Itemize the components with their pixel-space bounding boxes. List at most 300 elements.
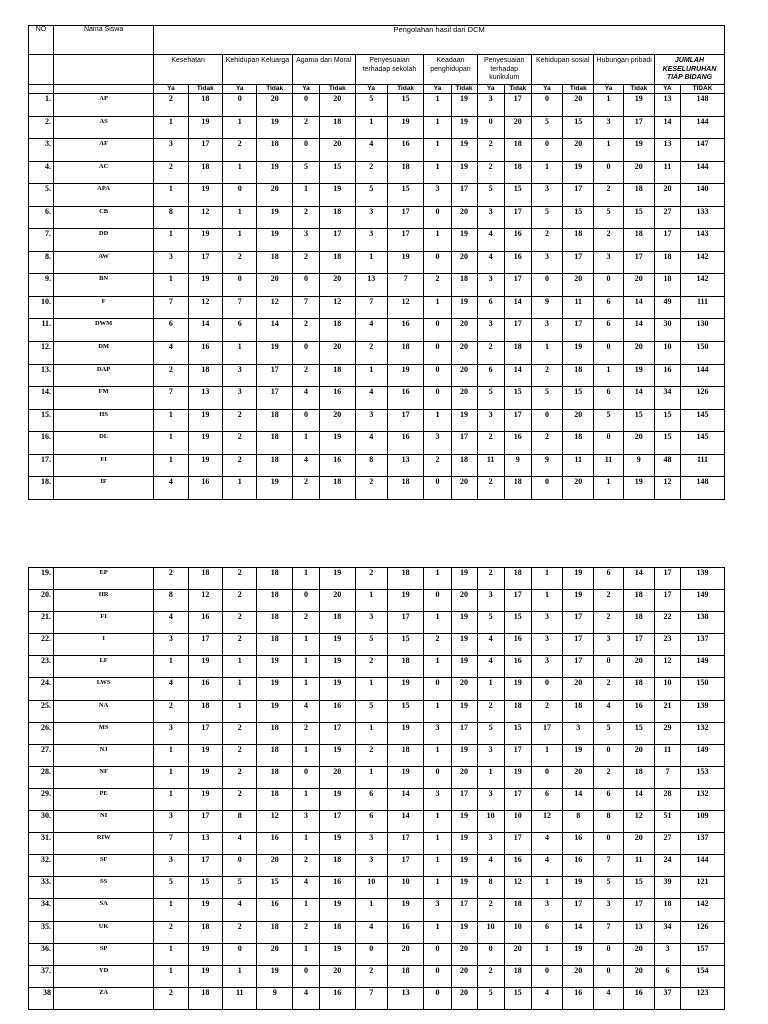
- no-cell: 16: [257, 899, 292, 921]
- no-cell: 15: [504, 387, 531, 410]
- yes-cell: 3: [355, 206, 387, 229]
- yes-cell: 0: [292, 139, 319, 162]
- table-row: [29, 987, 725, 1009]
- yes-cell: 3: [292, 229, 319, 252]
- yes-cell: 3: [531, 656, 562, 678]
- sub-header-no: Tidak: [563, 85, 594, 94]
- no-cell: 14: [387, 788, 424, 810]
- yes-cell: 4: [355, 387, 387, 410]
- no-cell: 16: [563, 855, 594, 877]
- yes-cell: 2: [594, 678, 623, 700]
- yes-cell: 2: [477, 899, 504, 921]
- table-row: [29, 590, 725, 612]
- total-yes-cell: 10: [654, 678, 680, 700]
- no-cell: 18: [563, 229, 594, 252]
- total-yes-cell: 39: [654, 877, 680, 899]
- no-cell: 18: [257, 744, 292, 766]
- table-row: [29, 319, 725, 342]
- no-cell: 17: [504, 206, 531, 229]
- yes-cell: 2: [223, 590, 257, 612]
- yes-cell: 1: [424, 612, 451, 634]
- no-cell: 19: [257, 206, 292, 229]
- no-cell: 9: [504, 454, 531, 477]
- no-cell: 16: [504, 855, 531, 877]
- no-cell: 16: [623, 987, 654, 1009]
- no-cell: 20: [563, 274, 594, 297]
- yes-cell: 8: [154, 590, 188, 612]
- student-name: DL: [54, 432, 154, 455]
- table-row: [29, 877, 725, 899]
- no-cell: 19: [257, 678, 292, 700]
- no-cell: 17: [320, 722, 355, 744]
- total-no-cell: 149: [681, 744, 725, 766]
- yes-cell: 11: [477, 454, 504, 477]
- total-no-cell: 157: [681, 943, 725, 965]
- no-cell: 17: [504, 744, 531, 766]
- no-cell: 19: [320, 568, 355, 590]
- yes-cell: 1: [424, 409, 451, 432]
- yes-cell: 2: [154, 568, 188, 590]
- yes-cell: 3: [531, 612, 562, 634]
- yes-cell: 2: [355, 477, 387, 500]
- yes-cell: 0: [223, 94, 257, 117]
- total-no-cell: 109: [681, 811, 725, 833]
- no-cell: 18: [257, 432, 292, 455]
- total-yes-cell: 27: [654, 206, 680, 229]
- no-cell: 15: [623, 409, 654, 432]
- no-cell: 16: [320, 387, 355, 410]
- yes-cell: 0: [424, 364, 451, 387]
- yes-cell: 4: [531, 833, 562, 855]
- yes-cell: 11: [223, 987, 257, 1009]
- category-curriculum-adjustment: Penyesuaian terhadap kurikulum: [477, 55, 531, 85]
- no-cell: 19: [563, 568, 594, 590]
- yes-cell: 6: [154, 319, 188, 342]
- yes-cell: 3: [424, 722, 451, 744]
- no-cell: 19: [320, 833, 355, 855]
- yes-cell: 1: [292, 943, 319, 965]
- no-cell: 7: [387, 274, 424, 297]
- row-number: 31.: [29, 833, 54, 855]
- table-row: [29, 656, 725, 678]
- no-cell: 17: [188, 139, 222, 162]
- yes-cell: 2: [223, 722, 257, 744]
- no-cell: 17: [188, 251, 222, 274]
- no-cell: 15: [188, 877, 222, 899]
- total-yes-cell: 22: [654, 612, 680, 634]
- table-row: [29, 409, 725, 432]
- yes-cell: 2: [292, 319, 319, 342]
- student-name: AS: [54, 116, 154, 139]
- table-row: [29, 766, 725, 788]
- no-cell: 18: [504, 342, 531, 365]
- yes-cell: 1: [424, 855, 451, 877]
- no-cell: 20: [451, 342, 477, 365]
- total-no-cell: 142: [681, 274, 725, 297]
- no-cell: 19: [188, 766, 222, 788]
- yes-cell: 1: [292, 656, 319, 678]
- yes-cell: 0: [292, 274, 319, 297]
- no-cell: 16: [504, 656, 531, 678]
- total-yes-cell: 37: [654, 987, 680, 1009]
- yes-cell: 1: [424, 833, 451, 855]
- yes-cell: 2: [292, 921, 319, 943]
- sub-header-yes: YA: [654, 85, 680, 94]
- student-name: NI: [54, 811, 154, 833]
- category-social-life: Kehidupan sosial: [531, 55, 594, 85]
- no-cell: 19: [451, 634, 477, 656]
- yes-cell: 1: [223, 116, 257, 139]
- no-cell: 19: [623, 94, 654, 117]
- no-cell: 13: [623, 921, 654, 943]
- no-cell: 19: [387, 251, 424, 274]
- yes-cell: 2: [154, 987, 188, 1009]
- total-no-cell: 111: [681, 454, 725, 477]
- row-number: 12.: [29, 342, 54, 365]
- no-cell: 9: [623, 454, 654, 477]
- yes-cell: 0: [292, 409, 319, 432]
- yes-cell: 6: [594, 387, 623, 410]
- yes-cell: 1: [424, 811, 451, 833]
- no-cell: 18: [320, 206, 355, 229]
- yes-cell: 2: [594, 184, 623, 207]
- yes-cell: 1: [223, 161, 257, 184]
- yes-cell: 1: [223, 477, 257, 500]
- no-cell: 20: [623, 342, 654, 365]
- table-row: [29, 612, 725, 634]
- yes-cell: 2: [223, 251, 257, 274]
- no-cell: 15: [504, 987, 531, 1009]
- yes-cell: 3: [154, 722, 188, 744]
- yes-cell: 1: [594, 139, 623, 162]
- yes-cell: 4: [223, 899, 257, 921]
- yes-cell: 0: [292, 342, 319, 365]
- yes-cell: 4: [531, 987, 562, 1009]
- row-number: 19.: [29, 568, 54, 590]
- category-personal-relations: Hubungan pribadi: [594, 55, 655, 85]
- no-cell: 20: [451, 590, 477, 612]
- student-name: APA: [54, 184, 154, 207]
- yes-cell: 2: [531, 432, 562, 455]
- no-cell: 19: [563, 590, 594, 612]
- no-cell: 16: [387, 139, 424, 162]
- no-cell: 20: [257, 184, 292, 207]
- yes-cell: 5: [594, 722, 623, 744]
- student-name: IF: [54, 477, 154, 500]
- no-cell: 14: [623, 568, 654, 590]
- no-cell: 19: [257, 700, 292, 722]
- yes-cell: 1: [292, 833, 319, 855]
- no-cell: 20: [257, 274, 292, 297]
- yes-cell: 1: [292, 788, 319, 810]
- yes-cell: 6: [594, 568, 623, 590]
- no-cell: 19: [188, 899, 222, 921]
- table-row: [29, 965, 725, 987]
- total-no-cell: 126: [681, 387, 725, 410]
- row-number: 36.: [29, 943, 54, 965]
- no-cell: 20: [387, 943, 424, 965]
- no-cell: 16: [387, 432, 424, 455]
- yes-cell: 0: [594, 274, 623, 297]
- table-row: [29, 943, 725, 965]
- sub-header-no: Tidak: [188, 85, 222, 94]
- table-row: [29, 94, 725, 117]
- no-cell: 11: [623, 855, 654, 877]
- yes-cell: 1: [531, 943, 562, 965]
- yes-cell: 2: [223, 409, 257, 432]
- student-name: RIW: [54, 833, 154, 855]
- no-cell: 18: [387, 161, 424, 184]
- no-cell: 19: [451, 139, 477, 162]
- no-cell: 19: [320, 432, 355, 455]
- yes-cell: 1: [424, 921, 451, 943]
- no-cell: 20: [623, 432, 654, 455]
- no-cell: 17: [504, 788, 531, 810]
- yes-cell: 0: [424, 678, 451, 700]
- yes-cell: 0: [531, 477, 562, 500]
- yes-cell: 6: [477, 296, 504, 319]
- no-cell: 18: [188, 364, 222, 387]
- row-number: 38: [29, 987, 54, 1009]
- yes-cell: 4: [154, 342, 188, 365]
- yes-cell: 0: [424, 342, 451, 365]
- no-cell: 20: [451, 387, 477, 410]
- no-cell: 19: [504, 766, 531, 788]
- no-cell: 19: [188, 965, 222, 987]
- row-number: 29.: [29, 788, 54, 810]
- no-cell: 17: [188, 811, 222, 833]
- no-cell: 19: [320, 184, 355, 207]
- no-cell: 19: [451, 568, 477, 590]
- yes-cell: 6: [594, 319, 623, 342]
- row-number: 13.: [29, 364, 54, 387]
- no-cell: 17: [387, 612, 424, 634]
- total-no-cell: 144: [681, 116, 725, 139]
- student-name: SP: [54, 943, 154, 965]
- yes-cell: 4: [477, 656, 504, 678]
- no-cell: 17: [504, 833, 531, 855]
- yes-cell: 1: [223, 965, 257, 987]
- yes-cell: 1: [154, 656, 188, 678]
- student-name: I: [54, 634, 154, 656]
- total-no-cell: 145: [681, 432, 725, 455]
- no-cell: 18: [387, 477, 424, 500]
- no-cell: 18: [451, 274, 477, 297]
- yes-cell: 2: [223, 788, 257, 810]
- yes-cell: 0: [531, 409, 562, 432]
- yes-cell: 0: [531, 965, 562, 987]
- no-cell: 17: [257, 387, 292, 410]
- yes-cell: 1: [154, 965, 188, 987]
- yes-cell: 4: [594, 987, 623, 1009]
- yes-cell: 4: [292, 987, 319, 1009]
- yes-cell: 3: [531, 251, 562, 274]
- no-cell: 17: [623, 251, 654, 274]
- no-cell: 15: [320, 161, 355, 184]
- no-cell: 18: [563, 432, 594, 455]
- row-number: 1.: [29, 94, 54, 117]
- no-cell: 18: [320, 921, 355, 943]
- yes-cell: 5: [223, 877, 257, 899]
- no-cell: 12: [320, 296, 355, 319]
- total-yes-cell: 17: [654, 229, 680, 252]
- yes-cell: 1: [292, 634, 319, 656]
- yes-cell: 1: [355, 899, 387, 921]
- total-no-cell: 144: [681, 161, 725, 184]
- row-number: 3.: [29, 139, 54, 162]
- row-number: 35.: [29, 921, 54, 943]
- yes-cell: 3: [154, 855, 188, 877]
- no-cell: 16: [504, 251, 531, 274]
- no-cell: 20: [504, 943, 531, 965]
- no-cell: 19: [387, 722, 424, 744]
- no-cell: 17: [188, 722, 222, 744]
- yes-cell: 3: [154, 634, 188, 656]
- student-name: DAP: [54, 364, 154, 387]
- yes-cell: 2: [292, 477, 319, 500]
- yes-cell: 1: [292, 568, 319, 590]
- no-cell: 18: [257, 454, 292, 477]
- yes-cell: 2: [292, 206, 319, 229]
- yes-cell: 2: [292, 116, 319, 139]
- student-name: FI: [54, 454, 154, 477]
- no-cell: 11: [563, 454, 594, 477]
- yes-cell: 2: [292, 364, 319, 387]
- no-cell: 15: [504, 184, 531, 207]
- no-cell: 19: [451, 877, 477, 899]
- sub-header-yes: Ya: [531, 85, 562, 94]
- yes-cell: 1: [355, 116, 387, 139]
- no-cell: 19: [257, 229, 292, 252]
- no-cell: 20: [451, 987, 477, 1009]
- no-cell: 19: [320, 656, 355, 678]
- total-no-cell: 137: [681, 833, 725, 855]
- yes-cell: 2: [223, 634, 257, 656]
- no-cell: 19: [188, 656, 222, 678]
- yes-cell: 2: [594, 590, 623, 612]
- no-cell: 19: [257, 965, 292, 987]
- sub-header-no: Tidak: [504, 85, 531, 94]
- no-cell: 17: [563, 899, 594, 921]
- no-cell: 13: [188, 833, 222, 855]
- no-cell: 19: [451, 855, 477, 877]
- row-number: 28.: [29, 766, 54, 788]
- no-cell: 17: [563, 634, 594, 656]
- no-cell: 14: [504, 296, 531, 319]
- yes-cell: 0: [424, 206, 451, 229]
- yes-cell: 0: [424, 987, 451, 1009]
- yes-cell: 4: [477, 229, 504, 252]
- table-row: [29, 296, 725, 319]
- table-row: [29, 899, 725, 921]
- row-number: 16.: [29, 432, 54, 455]
- row-number: 17.: [29, 454, 54, 477]
- yes-cell: 2: [355, 656, 387, 678]
- yes-cell: 3: [223, 364, 257, 387]
- no-cell: 8: [563, 811, 594, 833]
- yes-cell: 1: [355, 722, 387, 744]
- no-cell: 19: [320, 634, 355, 656]
- yes-cell: 9: [531, 296, 562, 319]
- no-cell: 20: [451, 364, 477, 387]
- total-yes-cell: 30: [654, 319, 680, 342]
- yes-cell: 6: [355, 788, 387, 810]
- table-row: [29, 116, 725, 139]
- yes-cell: 7: [223, 296, 257, 319]
- table-row: [29, 274, 725, 297]
- yes-cell: 1: [154, 744, 188, 766]
- total-yes-cell: 18: [654, 251, 680, 274]
- no-cell: 20: [320, 94, 355, 117]
- no-cell: 20: [320, 965, 355, 987]
- no-cell: 20: [320, 409, 355, 432]
- yes-cell: 0: [477, 116, 504, 139]
- row-number: 2.: [29, 116, 54, 139]
- yes-cell: 3: [594, 634, 623, 656]
- sub-name-spacer: [54, 85, 154, 94]
- yes-cell: 4: [292, 700, 319, 722]
- yes-cell: 1: [531, 877, 562, 899]
- row-number: 25.: [29, 700, 54, 722]
- no-cell: 15: [504, 722, 531, 744]
- yes-cell: 5: [477, 387, 504, 410]
- no-cell: 19: [451, 94, 477, 117]
- yes-cell: 10: [477, 921, 504, 943]
- total-yes-cell: 7: [654, 766, 680, 788]
- yes-cell: 3: [531, 184, 562, 207]
- yes-cell: 2: [292, 612, 319, 634]
- no-cell: 15: [387, 700, 424, 722]
- no-cell: 17: [387, 409, 424, 432]
- no-cell: 20: [451, 477, 477, 500]
- total-no-cell: 132: [681, 788, 725, 810]
- table-row: [29, 206, 725, 229]
- no-cell: 19: [623, 477, 654, 500]
- table-row: [29, 788, 725, 810]
- no-cell: 19: [320, 943, 355, 965]
- total-no-cell: 140: [681, 184, 725, 207]
- no-cell: 19: [188, 409, 222, 432]
- row-number: 24.: [29, 678, 54, 700]
- yes-cell: 4: [292, 454, 319, 477]
- no-cell: 19: [188, 744, 222, 766]
- yes-cell: 5: [355, 94, 387, 117]
- total-no-cell: 148: [681, 94, 725, 117]
- yes-cell: 1: [355, 364, 387, 387]
- table-row: [29, 251, 725, 274]
- no-cell: 16: [188, 612, 222, 634]
- yes-cell: 3: [424, 432, 451, 455]
- no-cell: 20: [623, 833, 654, 855]
- no-cell: 20: [451, 678, 477, 700]
- no-cell: 19: [320, 678, 355, 700]
- no-cell: 18: [623, 678, 654, 700]
- yes-cell: 3: [477, 319, 504, 342]
- total-yes-cell: 11: [654, 161, 680, 184]
- table-row: [29, 634, 725, 656]
- no-cell: 20: [320, 342, 355, 365]
- no-cell: 18: [320, 855, 355, 877]
- no-cell: 19: [451, 161, 477, 184]
- no-cell: 20: [623, 161, 654, 184]
- row-number: 20.: [29, 590, 54, 612]
- yes-cell: 5: [292, 161, 319, 184]
- student-name: BN: [54, 274, 154, 297]
- no-cell: 19: [188, 788, 222, 810]
- category-religion-moral: Agama dan Moral: [292, 55, 355, 85]
- no-cell: 17: [320, 229, 355, 252]
- total-no-cell: 142: [681, 251, 725, 274]
